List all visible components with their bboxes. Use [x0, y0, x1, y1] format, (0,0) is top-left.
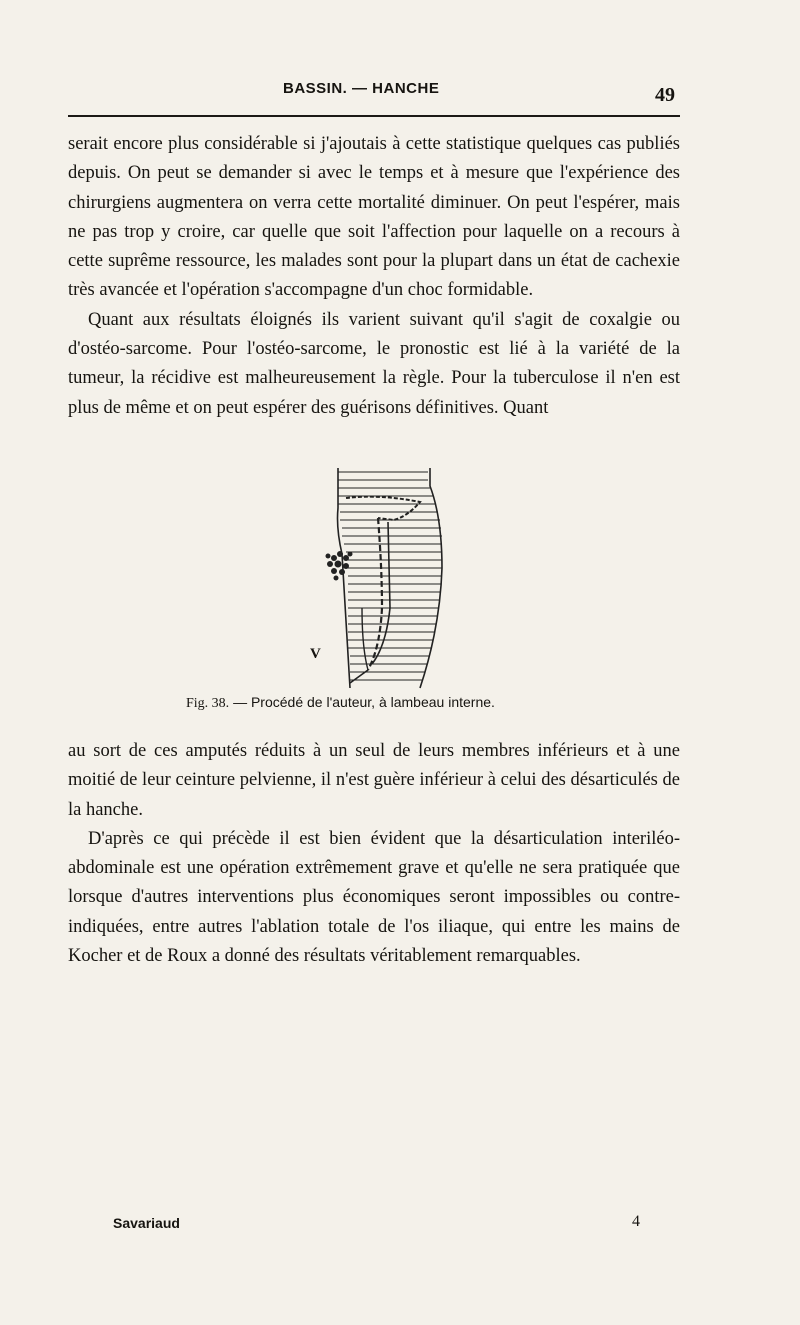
figure-caption	[186, 694, 616, 712]
running-title: BASSIN. — HANCHE	[283, 80, 440, 97]
text-block-top	[68, 130, 680, 423]
header-rule	[68, 115, 680, 117]
paragraph: serait encore plus considérable si j'ajoutais à cette statistique quelques cas publiés depuis. On peut se demander si avec le temps et à mesure que l'expérience des chirurgiens augmentera on verra cette mortalité diminuer. On peut l'espérer, mais ne pas trop y croire, car quelle que soit l'affection pour laquelle on a recours à cette suprême ressource, les malades sont pour la plupart dans un état de cachexie très avancée et l'opération s'accompagne d'un choc formidable.	[68, 134, 680, 301]
signature-mark: 4	[632, 1213, 640, 1230]
footer-author: Savariaud	[113, 1215, 180, 1231]
running-head	[0, 78, 800, 108]
figure-letter: V	[310, 646, 321, 662]
caption-text: — Procédé de l'auteur, à lambeau interne.	[229, 694, 495, 710]
caption-label: Fig. 38.	[186, 696, 230, 711]
paragraph: D'après ce qui précède il est bien évident que la désarticulation interiléo-abdominale est une opération extrêmement grave et qu'elle ne sera pratiquée que lorsque d'autres interventions plus économiques seront impossibles ou contre-indiquées, entre autres l'ablation totale de l'os iliaque, qui entre les mains de Kocher et de Roux a donné des résultats véritablement remarquables.	[68, 828, 680, 967]
paragraph: Quant aux résultats éloignés ils varient suivant qu'il s'agit de coxalgie ou d'ostéo-sarcome. Pour l'ostéo-sarcome, le pronostic est lié à la variété de la tumeur, la récidive est malheureusement la règle. Pour la tuberculose il n'en est plus de même et on peut espérer des guérisons définitives. Quant	[68, 309, 680, 418]
paragraph: au sort de ces amputés réduits à un seul de leurs membres inférieurs et à une moitié de leur ceinture pelvienne, il n'est guère inférieur à celui des désarticulés de la hanche.	[68, 741, 680, 820]
page-number: 49	[655, 84, 675, 106]
figure-illustration	[290, 458, 460, 694]
text-block-bottom	[68, 737, 680, 971]
pelvis-flap-drawing	[290, 458, 460, 694]
